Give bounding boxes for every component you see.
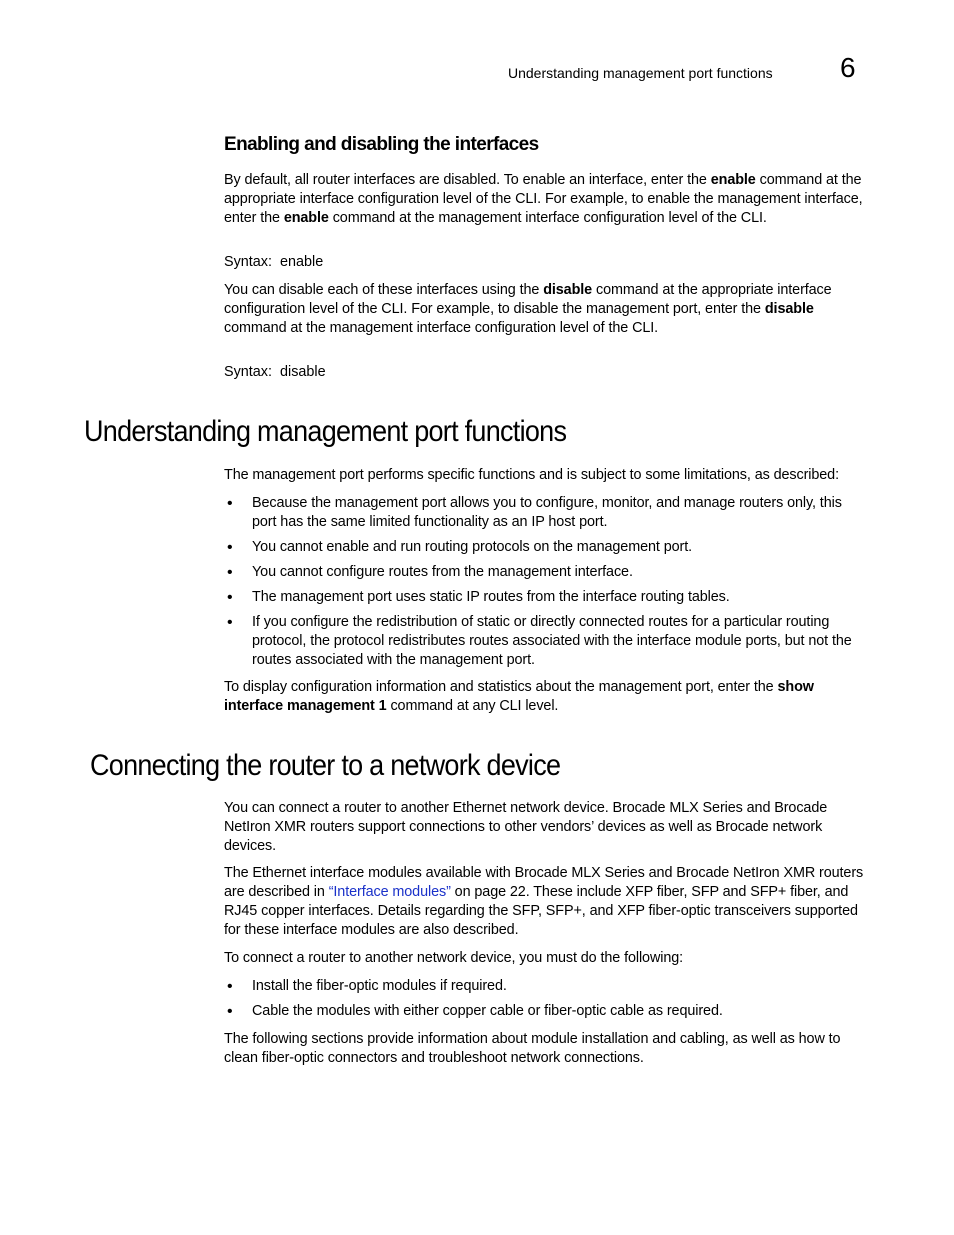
paragraph-connect-steps: To connect a router to another network device, you must do the following: [224, 950, 684, 966]
bullet-icon: • [227, 495, 233, 512]
paragraph-management-outro: To display configuration information and statistics about the management port, enter the show interface management 1 command at any CLI level. [224, 679, 814, 714]
command-enable: enable [283, 210, 329, 226]
paragraph-enable: By default, all router interfaces are disabled. To enable an interface, enter the enable command at the appropriate interface configuration level of the CLI. For example, to enable the management interface, enter the enable command at the management interface configuration level of the CLI. [224, 172, 863, 226]
paragraph-disable: You can disable each of these interfaces using the disable command at the appropriate interface configuration level of the CLI. For example, to disable the management port, enter the disable command at the management interface configuration level of the CLI. [224, 282, 832, 336]
interface-modules-link[interactable]: “Interface modules” [328, 884, 451, 900]
paragraph-interface-modules: The Ethernet interface modules available with Brocade MLX Series and Brocade NetIron XMR routers are described in “Interface modules” on page 22. These include XFP fiber, SFP and SFP+ fiber, and RJ45 copper interfaces. Details regarding the SFP, SFP+, and XFP fiber-optic transceivers supported for these interface modules are also described. [224, 865, 864, 938]
list-item: • The management port uses static IP routes from the interface routing tables. [227, 589, 730, 606]
command-enable: enable [710, 172, 756, 188]
section-heading-connecting: Connecting the router to a network device [90, 749, 561, 782]
running-title: Understanding management port functions [508, 65, 773, 81]
list-item: • Install the fiber-optic modules if required. [227, 978, 507, 995]
section-heading-management-port: Understanding management port functions [84, 415, 567, 448]
command-disable: disable [764, 301, 814, 317]
list-item: • Because the management port allows you to configure, monitor, and manage routers only, this port has the same limited functionality as an IP host port. [227, 495, 842, 530]
bullet-icon: • [227, 978, 233, 995]
bullet-icon: • [227, 539, 233, 556]
paragraph-connect-intro: You can connect a router to another Ethernet network device. Brocade MLX Series and Brocade NetIron XMR routers support connections to other vendors’ devices as well as Brocade network devices. [224, 800, 828, 854]
list-item: • Cable the modules with either copper cable or fiber-optic cable as required. [227, 1003, 723, 1020]
syntax-enable: Syntax: enable [224, 254, 324, 270]
list-item: • If you configure the redistribution of static or directly connected routes for a particular routing protocol, the protocol redistributes routes associated with the interface module ports, but not the routes associated with the management port. [227, 614, 852, 668]
list-item: • You cannot configure routes from the management interface. [227, 564, 633, 581]
syntax-disable: Syntax: disable [224, 364, 326, 380]
paragraph-management-intro: The management port performs specific functions and is subject to some limitations, as described: [224, 467, 839, 483]
paragraph-following-sections: The following sections provide information about module installation and cabling, as well as how to clean fiber-optic connectors and troubleshoot network connections. [224, 1031, 841, 1066]
bullet-icon: • [227, 614, 233, 631]
bullet-icon: • [227, 589, 233, 606]
list-item: • You cannot enable and run routing protocols on the management port. [227, 539, 692, 556]
bullet-icon: • [227, 564, 233, 581]
chapter-number: 6 [840, 52, 856, 83]
bullet-icon: • [227, 1003, 233, 1020]
management-bullet-list [224, 494, 870, 676]
command-show-interface: show interface management 1 [224, 679, 814, 714]
connect-bullet-list [224, 977, 870, 1027]
command-disable: disable [543, 282, 593, 298]
section-heading-enable: Enabling and disabling the interfaces [224, 134, 539, 155]
